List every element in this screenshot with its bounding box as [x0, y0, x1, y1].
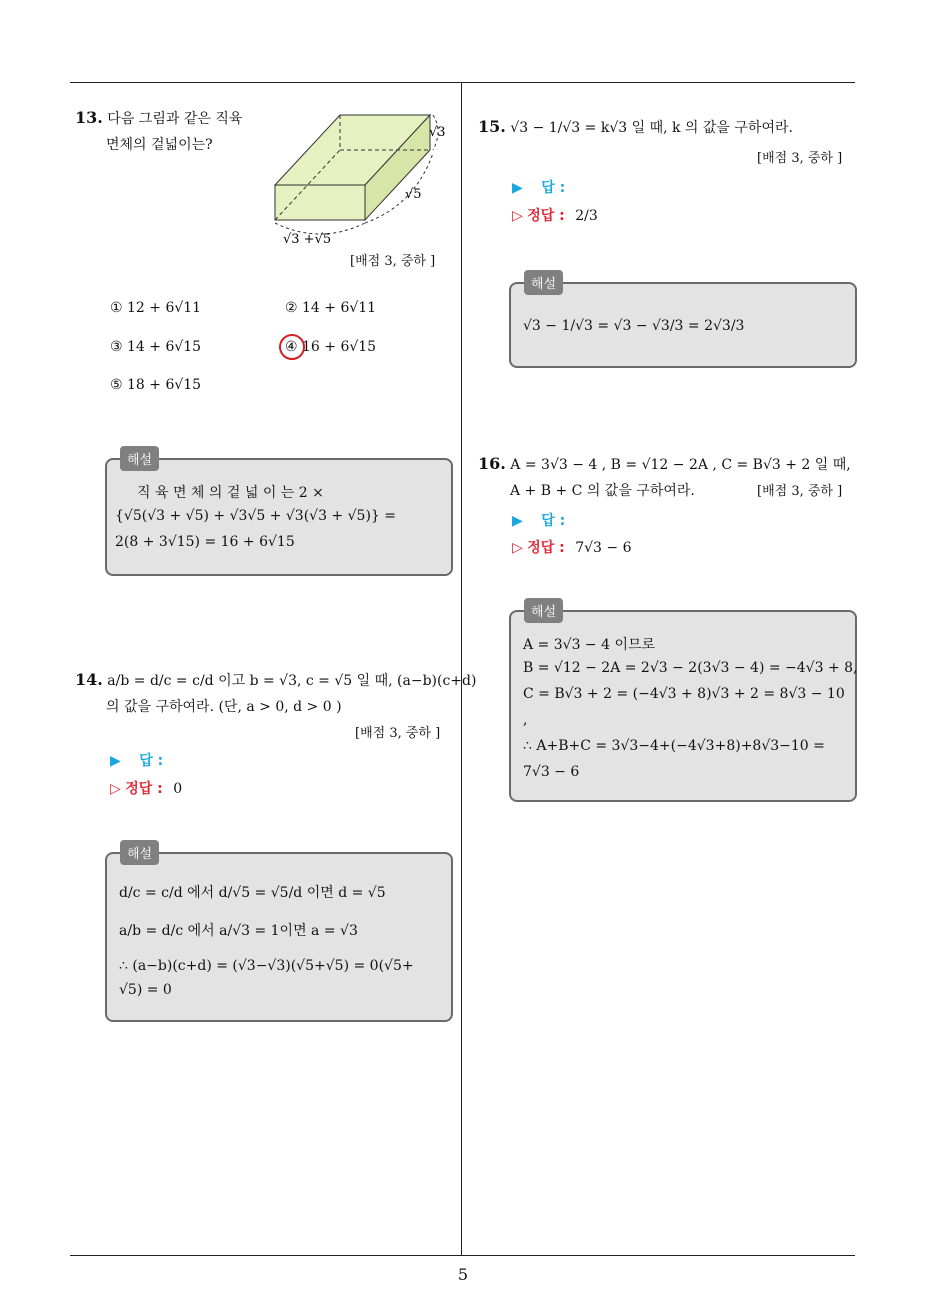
q16-solution-tag: 해설 — [524, 598, 563, 623]
q14-sol-line4: √5) = 0 — [119, 982, 172, 998]
q14-correct-label: 정답 : — [125, 781, 163, 797]
q15-correct-row — [512, 205, 598, 225]
q13-label-width: √3 +√5 — [283, 232, 332, 247]
q16-answer-row — [512, 510, 565, 530]
q14-answer-row — [110, 750, 163, 770]
bottom-rule — [70, 1255, 855, 1256]
q14-text-line1: a/b = d/c = c/d 이고 b = √3, c = √5 일 때, (a−b)(c+d) — [107, 673, 477, 689]
q15-text-line1: √3 − 1/√3 = k√3 일 때, k 의 값을 구하여라. — [510, 120, 793, 136]
q15-solution-box — [509, 282, 857, 368]
q16-sol-line1: A = 3√3 − 4 이므로 — [523, 637, 656, 653]
q13-choice-1[interactable]: ① 12 + 6√11 — [110, 300, 202, 316]
q13-choice-4[interactable]: ④ 16 + 6√15 — [285, 339, 377, 355]
q13-text-line2: 면체의 겉넓이는? — [106, 137, 213, 153]
hollow-play-icon: ▷ — [512, 208, 523, 224]
play-icon: ▶ — [110, 753, 121, 769]
q15-correct-value: 2/3 — [575, 208, 598, 224]
q16-number: 16. — [478, 454, 506, 473]
q13-label-height: √3 — [429, 125, 446, 140]
page-number: 5 — [457, 1265, 469, 1284]
q15-answer-row — [512, 177, 565, 197]
q16-sol-line5: ∴ A+B+C = 3√3−4+(−4√3+8)+8√3−10 = — [523, 738, 825, 754]
q13-sol-line3: 2(8 + 3√15) = 16 + 6√15 — [115, 534, 295, 550]
q13-stem — [75, 108, 242, 128]
q16-sol-line3: C = B√3 + 2 = (−4√3 + 8)√3 + 2 = 8√3 − 10 — [523, 686, 845, 702]
q14-points: [배점 3, 중하 ] — [355, 726, 441, 741]
q15-answer-label: 답 : — [541, 180, 566, 196]
q15-sol-line1: √3 − 1/√3 = √3 − √3/3 = 2√3/3 — [523, 318, 745, 334]
q14-answer-label: 답 : — [139, 753, 164, 769]
column-divider — [461, 82, 462, 1256]
q16-sol-line4: , — [523, 712, 528, 728]
q15-solution-tag: 해설 — [524, 270, 563, 295]
q13-solution-box — [105, 458, 453, 576]
q16-points: [배점 3, 중하 ] — [757, 484, 843, 499]
q16-text-line1: A = 3√3 − 4 , B = √12 − 2A , C = B√3 + 2 일 때, — [510, 457, 851, 473]
q14-correct-row — [110, 778, 182, 798]
q14-sol-line2: a/b = d/c 에서 a/√3 = 1이면 a = √3 — [119, 923, 358, 939]
q16-correct-row — [512, 537, 632, 557]
q13-points: [배점 3, 중하 ] — [350, 254, 436, 269]
play-icon: ▶ — [512, 180, 523, 196]
q13-sol-line2: {√5(√3 + √5) + √3√5 + √3(√3 + √5)} = — [115, 508, 396, 524]
q13-number: 13. — [75, 108, 103, 127]
q13-solution-tag: 해설 — [120, 446, 159, 471]
play-icon: ▶ — [512, 513, 523, 529]
q16-sol-line6: 7√3 − 6 — [523, 764, 580, 780]
top-rule — [70, 82, 855, 83]
q15-number: 15. — [478, 117, 506, 136]
q14-solution-tag: 해설 — [120, 840, 159, 865]
q16-answer-label: 답 : — [541, 513, 566, 529]
q16-stem — [478, 454, 851, 474]
q13-choice-5[interactable]: ⑤ 18 + 6√15 — [110, 377, 202, 393]
q15-points: [배점 3, 중하 ] — [757, 151, 843, 166]
q13-label-depth: √5 — [405, 187, 422, 202]
q13-choice-3[interactable]: ③ 14 + 6√15 — [110, 339, 202, 355]
q13-text-line1: 다음 그림과 같은 직육 — [107, 111, 243, 127]
q15-correct-label: 정답 : — [527, 208, 565, 224]
q16-sol-line2: B = √12 − 2A = 2√3 − 2(3√3 − 4) = −4√3 + 8, — [523, 660, 858, 676]
q13-cuboid-figure — [265, 105, 465, 250]
q14-solution-box — [105, 852, 453, 1022]
q16-correct-value: 7√3 − 6 — [575, 540, 632, 556]
q16-correct-label: 정답 : — [527, 540, 565, 556]
q14-text-line2: 의 값을 구하여라. (단, a > 0, d > 0 ) — [106, 699, 342, 715]
q14-sol-line3: ∴ (a−b)(c+d) = (√3−√3)(√5+√5) = 0(√5+ — [119, 958, 414, 974]
q14-stem — [75, 670, 476, 690]
q16-text-line2: A + B + C 의 값을 구하여라. — [510, 483, 695, 499]
q13-choice-2[interactable]: ② 14 + 6√11 — [285, 300, 377, 316]
q13-sol-line1: 직 육 면 체 의 겉 넓 이 는 2 × — [137, 485, 324, 501]
q14-sol-line1: d/c = c/d 에서 d/√5 = √5/d 이면 d = √5 — [119, 885, 386, 901]
q15-stem — [478, 117, 793, 137]
hollow-play-icon: ▷ — [512, 540, 523, 556]
q14-number: 14. — [75, 670, 103, 689]
q16-solution-box — [509, 610, 857, 802]
q14-correct-value: 0 — [173, 781, 183, 797]
hollow-play-icon: ▷ — [110, 781, 121, 797]
